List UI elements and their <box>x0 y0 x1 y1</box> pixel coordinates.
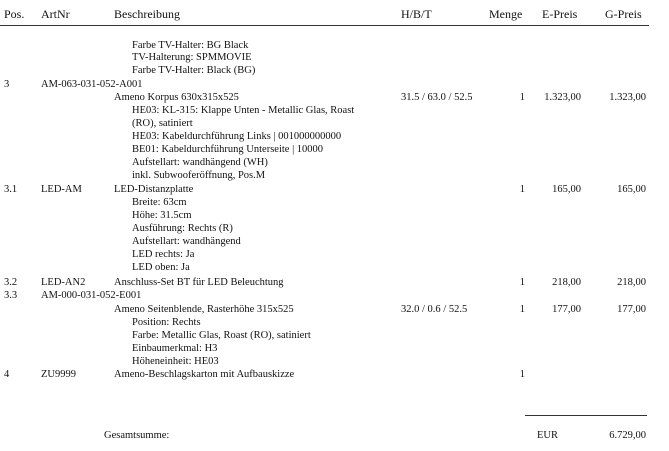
item-detail: Farbe: Metallic Glas, Roast (RO), satiniert <box>132 330 311 341</box>
item-title: LED-Distanzplatte <box>114 184 194 195</box>
header-beschreibung: Beschreibung <box>114 7 180 21</box>
header-hbt: H/B/T <box>401 7 432 21</box>
item-gpreis: 1.323,00 <box>609 92 646 103</box>
pre-line: Farbe TV-Halter: Black (BG) <box>132 65 256 76</box>
item-artnr: LED-AN2 <box>41 277 86 288</box>
item-epreis: 1.323,00 <box>544 92 581 103</box>
item-detail: Breite: 63cm <box>132 197 187 208</box>
item-pos: 3.3 <box>4 290 18 301</box>
item-menge: 1 <box>519 92 525 103</box>
header-menge: Menge <box>489 7 523 21</box>
item-detail: LED oben: Ja <box>132 262 190 273</box>
item-detail: Aufstellart: wandhängend (WH) <box>132 157 268 168</box>
item-title: Ameno-Beschlagskarton mit Aufbauskizze <box>114 369 295 380</box>
item-title: Anschluss-Set BT für LED Beleuchtung <box>114 277 284 288</box>
header-artnr: ArtNr <box>41 7 70 21</box>
item-menge: 1 <box>519 184 525 195</box>
total-currency: EUR <box>537 430 558 441</box>
item-title: Ameno Korpus 630x315x525 <box>114 92 239 103</box>
item-pos: 3.1 <box>4 184 18 195</box>
pre-line: Farbe TV-Halter: BG Black <box>132 40 249 51</box>
item-detail: inkl. Subwooferöffnung, Pos.M <box>132 170 266 181</box>
item-detail: Einbaumerkmal: H3 <box>132 343 218 354</box>
item-menge: 1 <box>519 304 525 315</box>
item-detail: Höhe: 31.5cm <box>132 210 192 221</box>
item-artnr: ZU9999 <box>41 369 76 380</box>
item-menge: 1 <box>519 369 525 380</box>
total-amount: 6.729,00 <box>609 430 646 441</box>
item-menge: 1 <box>519 277 525 288</box>
item-detail: LED rechts: Ja <box>132 249 195 260</box>
item-hbt: 31.5 / 63.0 / 52.5 <box>401 92 473 103</box>
item-pos: 4 <box>4 369 10 380</box>
item-hbt: 32.0 / 0.6 / 52.5 <box>401 304 468 315</box>
item-gpreis: 165,00 <box>617 184 646 195</box>
header-pos: Pos. <box>4 7 25 21</box>
item-detail: (RO), satiniert <box>132 118 193 129</box>
item-artnr: AM-000-031-052-E001 <box>41 290 142 301</box>
item-title: Ameno Seitenblende, Rasterhöhe 315x525 <box>114 304 294 315</box>
total-divider <box>525 415 647 416</box>
item-gpreis: 218,00 <box>617 277 646 288</box>
pre-line: TV-Halterung: SPMMOVIE <box>132 52 252 63</box>
item-detail: BE01: Kabeldurchführung Unterseite | 10000 <box>132 144 324 155</box>
item-epreis: 165,00 <box>552 184 581 195</box>
item-detail: HE03: Kabeldurchführung Links | 001000000000 <box>132 131 342 142</box>
total-label: Gesamtsumme: <box>104 430 170 441</box>
item-detail: Aufstellart: wandhängend <box>132 236 241 247</box>
item-detail: Höheneinheit: HE03 <box>132 356 219 367</box>
item-epreis: 177,00 <box>552 304 581 315</box>
header-divider <box>0 25 649 26</box>
item-gpreis: 177,00 <box>617 304 646 315</box>
item-detail: Ausführung: Rechts (R) <box>132 223 233 234</box>
header-gpreis: G-Preis <box>605 7 642 21</box>
item-artnr: LED-AM <box>41 184 82 195</box>
item-detail: HE03: KL-315: Klappe Unten - Metallic Glas, Roast <box>132 105 355 116</box>
item-epreis: 218,00 <box>552 277 581 288</box>
item-artnr: AM-063-031-052-A001 <box>41 79 143 90</box>
item-pos: 3 <box>4 79 10 90</box>
item-pos: 3.2 <box>4 277 18 288</box>
header-epreis: E-Preis <box>542 7 578 21</box>
item-detail: Position: Rechts <box>132 317 201 328</box>
